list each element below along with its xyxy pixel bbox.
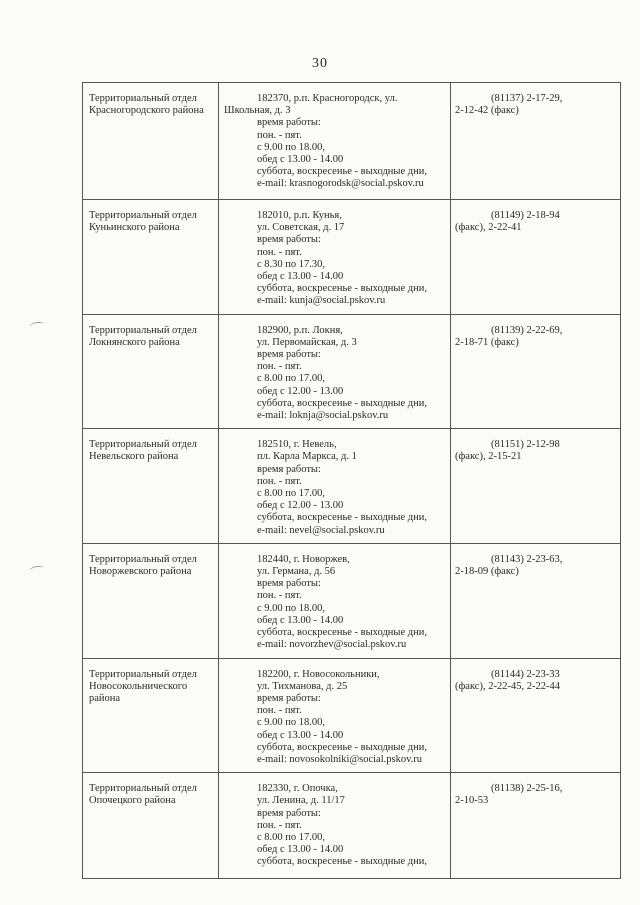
address-line: суббота, воскресенье - выходные дни, [257, 166, 427, 178]
address-line: с 9.00 по 18.00, [257, 602, 326, 614]
phone-line: (81137) 2-17-29, [491, 93, 563, 104]
address-line: 182010, р.п. Кунья, [257, 210, 342, 221]
address-cell [219, 543, 451, 658]
department-line: Территориальный отдел [89, 553, 197, 565]
department-cell [83, 543, 219, 658]
phone-cell [451, 543, 621, 658]
phone-line: 2-10-53 [455, 795, 489, 807]
address-line: с 9.00 по 18.00, [257, 141, 326, 153]
table-row [83, 200, 621, 315]
address-line: пон. - пят. [257, 246, 302, 258]
address-line: 182330, г. Опочка, [257, 783, 338, 795]
table-row [83, 83, 621, 200]
directory-table [82, 82, 621, 879]
department-cell [83, 83, 219, 200]
department-line: Опочецкого района [89, 795, 176, 807]
address-line: время работы: [257, 807, 321, 819]
address-line: с 8.00 по 17.00, [257, 373, 326, 385]
department-line: Территориальный отдел [89, 324, 197, 336]
phone-cell [451, 773, 621, 879]
address-line: время работы: [257, 578, 321, 590]
department-line: Новосокольнического [89, 680, 188, 692]
department-line: Территориальный отдел [89, 210, 197, 221]
department-line: Новоржевского района [89, 566, 192, 578]
department-line: Территориальный отдел [89, 93, 197, 104]
address-line: пон. - пят. [257, 475, 302, 487]
address-line: пон. - пят. [257, 819, 302, 831]
address-line: 182200, г. Новосокольники, [257, 668, 380, 680]
phone-line: (факс), 2-22-41 [455, 222, 522, 234]
address-line: обед с 12.00 - 13.00 [257, 385, 344, 397]
address-line: суббота, воскресенье - выходные дни, [257, 856, 427, 868]
address-line: суббота, воскресенье - выходные дни, [257, 283, 427, 295]
phone-line: (81151) 2-12-98 [491, 439, 560, 451]
address-line: пон. - пят. [257, 129, 302, 141]
phone-cell [451, 200, 621, 315]
address-line: обед с 13.00 - 14.00 [257, 844, 344, 856]
address-line: время работы: [257, 234, 321, 246]
address-line: обед с 13.00 - 14.00 [257, 154, 344, 166]
address-cell [219, 658, 451, 773]
phone-cell [451, 429, 621, 544]
address-line: ул. Германа, д. 56 [257, 566, 336, 578]
department-line: района [89, 692, 121, 704]
table-row [83, 773, 621, 879]
address-cell [219, 83, 451, 200]
address-line: время работы: [257, 117, 321, 129]
phone-line: (факс), 2-15-21 [455, 451, 522, 463]
address-line: ул. Советская, д. 17 [257, 222, 345, 234]
address-line: ул. Ленина, д. 11/17 [257, 795, 345, 807]
address-line: 182510, г. Невель, [257, 439, 337, 451]
address-cell [219, 773, 451, 879]
address-line: пон. - пят. [257, 590, 302, 602]
address-line: ул. Первомайская, д. 3 [257, 336, 357, 348]
phone-line: (факс), 2-22-45, 2-22-44 [455, 680, 560, 692]
phone-line: 2-18-09 (факс) [455, 566, 519, 578]
email-text: e-mail: nevel@social.pskov.ru [257, 524, 385, 536]
phone-line: (81139) 2-22-69, [491, 324, 563, 336]
address-line: 182900, р.п. Локня, [257, 324, 343, 336]
page-number: 30 [312, 56, 328, 71]
address-cell [219, 200, 451, 315]
address-line: суббота, воскресенье - выходные дни, [257, 741, 427, 753]
address-line: суббота, воскресенье - выходные дни, [257, 397, 427, 409]
department-line: Территориальный отдел [89, 668, 197, 680]
address-line: пон. - пят. [257, 705, 302, 717]
address-line: с 8.00 по 17.00, [257, 488, 326, 500]
address-line: 182440, г. Новоржев, [257, 553, 350, 565]
phone-line: (81144) 2-23-33 [491, 668, 560, 680]
department-cell [83, 658, 219, 773]
address-line: обед с 13.00 - 14.00 [257, 729, 344, 741]
address-line: время работы: [257, 349, 321, 361]
address-line: обед с 13.00 - 14.00 [257, 271, 344, 283]
phone-cell [451, 658, 621, 773]
address-line: обед с 12.00 - 13.00 [257, 500, 344, 512]
email-text: e-mail: loknja@social.pskov.ru [257, 410, 389, 422]
department-line: Куньинского района [89, 222, 180, 234]
address-cell [219, 429, 451, 544]
address-line: с 9.00 по 18.00, [257, 717, 326, 729]
table-row [83, 543, 621, 658]
address-line: Школьная, д. 3 [224, 105, 291, 117]
phone-line: 2-12-42 (факс) [455, 105, 519, 117]
address-line: пл. Карла Маркса, д. 1 [257, 451, 357, 463]
margin-mark [30, 321, 45, 330]
department-line: Невельского района [89, 451, 179, 463]
phone-cell [451, 314, 621, 429]
phone-line: (81149) 2-18-94 [491, 210, 560, 221]
email-text: e-mail: novosokolniki@social.pskov.ru [257, 753, 423, 765]
department-cell [83, 429, 219, 544]
phone-cell [451, 83, 621, 200]
table-row [83, 429, 621, 544]
address-line: 182370, р.п. Красногородск, ул. [257, 93, 398, 104]
address-line: с 8.00 по 17.00, [257, 831, 326, 843]
email-text: e-mail: novorzhev@social.pskov.ru [257, 639, 407, 651]
department-cell [83, 314, 219, 429]
phone-line: (81143) 2-23-63, [491, 553, 563, 565]
email-text: e-mail: kunja@social.pskov.ru [257, 295, 386, 307]
department-cell [83, 773, 219, 879]
department-cell [83, 200, 219, 315]
address-line: суббота, воскресенье - выходные дни, [257, 627, 427, 639]
phone-line: 2-18-71 (факс) [455, 336, 519, 348]
address-line: пон. - пят. [257, 361, 302, 373]
address-line: обед с 13.00 - 14.00 [257, 614, 344, 626]
email-text: e-mail: krasnogorodsk@social.pskov.ru [257, 178, 424, 190]
address-cell [219, 314, 451, 429]
address-line: ул. Тихманова, д. 25 [257, 680, 348, 692]
table-row [83, 658, 621, 773]
table-row [83, 314, 621, 429]
department-line: Территориальный отдел [89, 439, 197, 451]
address-line: время работы: [257, 692, 321, 704]
table-body [83, 83, 621, 879]
margin-mark [30, 565, 45, 574]
phone-line: (81138) 2-25-16, [491, 783, 563, 795]
department-line: Локнянского района [89, 336, 180, 348]
address-line: время работы: [257, 463, 321, 475]
address-line: с 8.30 по 17.30, [257, 258, 326, 270]
department-line: Красногородского района [89, 105, 204, 117]
department-line: Территориальный отдел [89, 783, 197, 795]
address-line: суббота, воскресенье - выходные дни, [257, 512, 427, 524]
